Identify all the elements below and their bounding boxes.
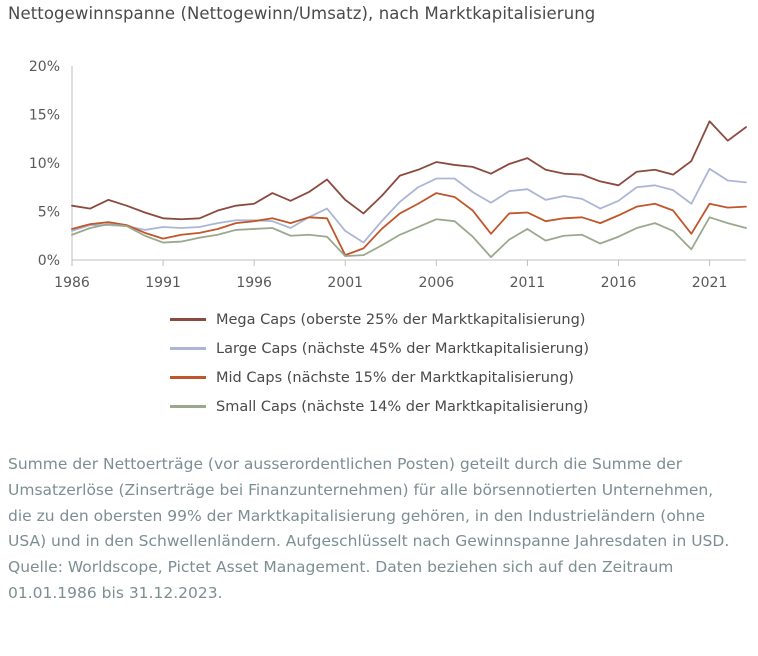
legend-item — [170, 334, 730, 363]
svg-text:2016: 2016 — [600, 275, 637, 291]
svg-text:2001: 2001 — [327, 275, 364, 291]
svg-text:10%: 10% — [28, 156, 60, 172]
svg-text:20%: 20% — [28, 59, 60, 75]
legend-label-mega-caps: Mega Caps (oberste 25% der Marktkapitalisierung) — [216, 311, 586, 328]
svg-text:0%: 0% — [37, 253, 60, 269]
svg-text:2021: 2021 — [691, 275, 728, 291]
legend-label-small-caps: Small Caps (nächste 14% der Marktkapitalisierung) — [216, 398, 589, 415]
svg-text:2011: 2011 — [509, 275, 546, 291]
svg-text:15%: 15% — [28, 107, 60, 124]
legend-item — [170, 392, 730, 421]
legend-swatch-large-caps — [170, 347, 206, 350]
line-chart-svg — [0, 50, 758, 300]
chart-plot-area — [0, 50, 758, 300]
svg-text:1996: 1996 — [236, 275, 272, 291]
legend-label-mid-caps: Mid Caps (nächste 15% der Marktkapitalisierung) — [216, 369, 574, 386]
legend-item — [170, 305, 730, 334]
chart-legend — [170, 305, 730, 421]
legend-swatch-mid-caps — [170, 376, 206, 379]
svg-text:2006: 2006 — [418, 275, 455, 291]
svg-text:1991: 1991 — [145, 275, 181, 291]
legend-label-large-caps: Large Caps (nächste 45% der Marktkapitalisierung) — [216, 340, 590, 357]
legend-swatch-small-caps — [170, 405, 206, 408]
page-title: Nettogewinnspanne (Nettogewinn/Umsatz), nach Marktkapitalisierung — [8, 4, 596, 23]
legend-swatch-mega-caps — [170, 318, 206, 321]
chart-caption: Summe der Nettoerträge (vor ausserordentlichen Posten) geteilt durch die Summe der Umsatzerlöse (Zinserträge bei Finanzunternehmen) für alle börsennotierten Unternehmen, die zu den obersten 99% der Marktkapitalisierung gehören, in den Industrieländern (ohne USA) und in den Schwellenländern. Aufgeschlüsselt nach Gewinnspanne Jahresdaten in USD. Quelle: Worldscope, Pictet Asset Management. Daten beziehen sich auf den Zeitraum 01.01.1986 bis 31.12.2023. — [8, 455, 730, 602]
legend-item — [170, 363, 730, 392]
svg-text:5%: 5% — [37, 204, 60, 221]
svg-text:1986: 1986 — [54, 275, 90, 291]
